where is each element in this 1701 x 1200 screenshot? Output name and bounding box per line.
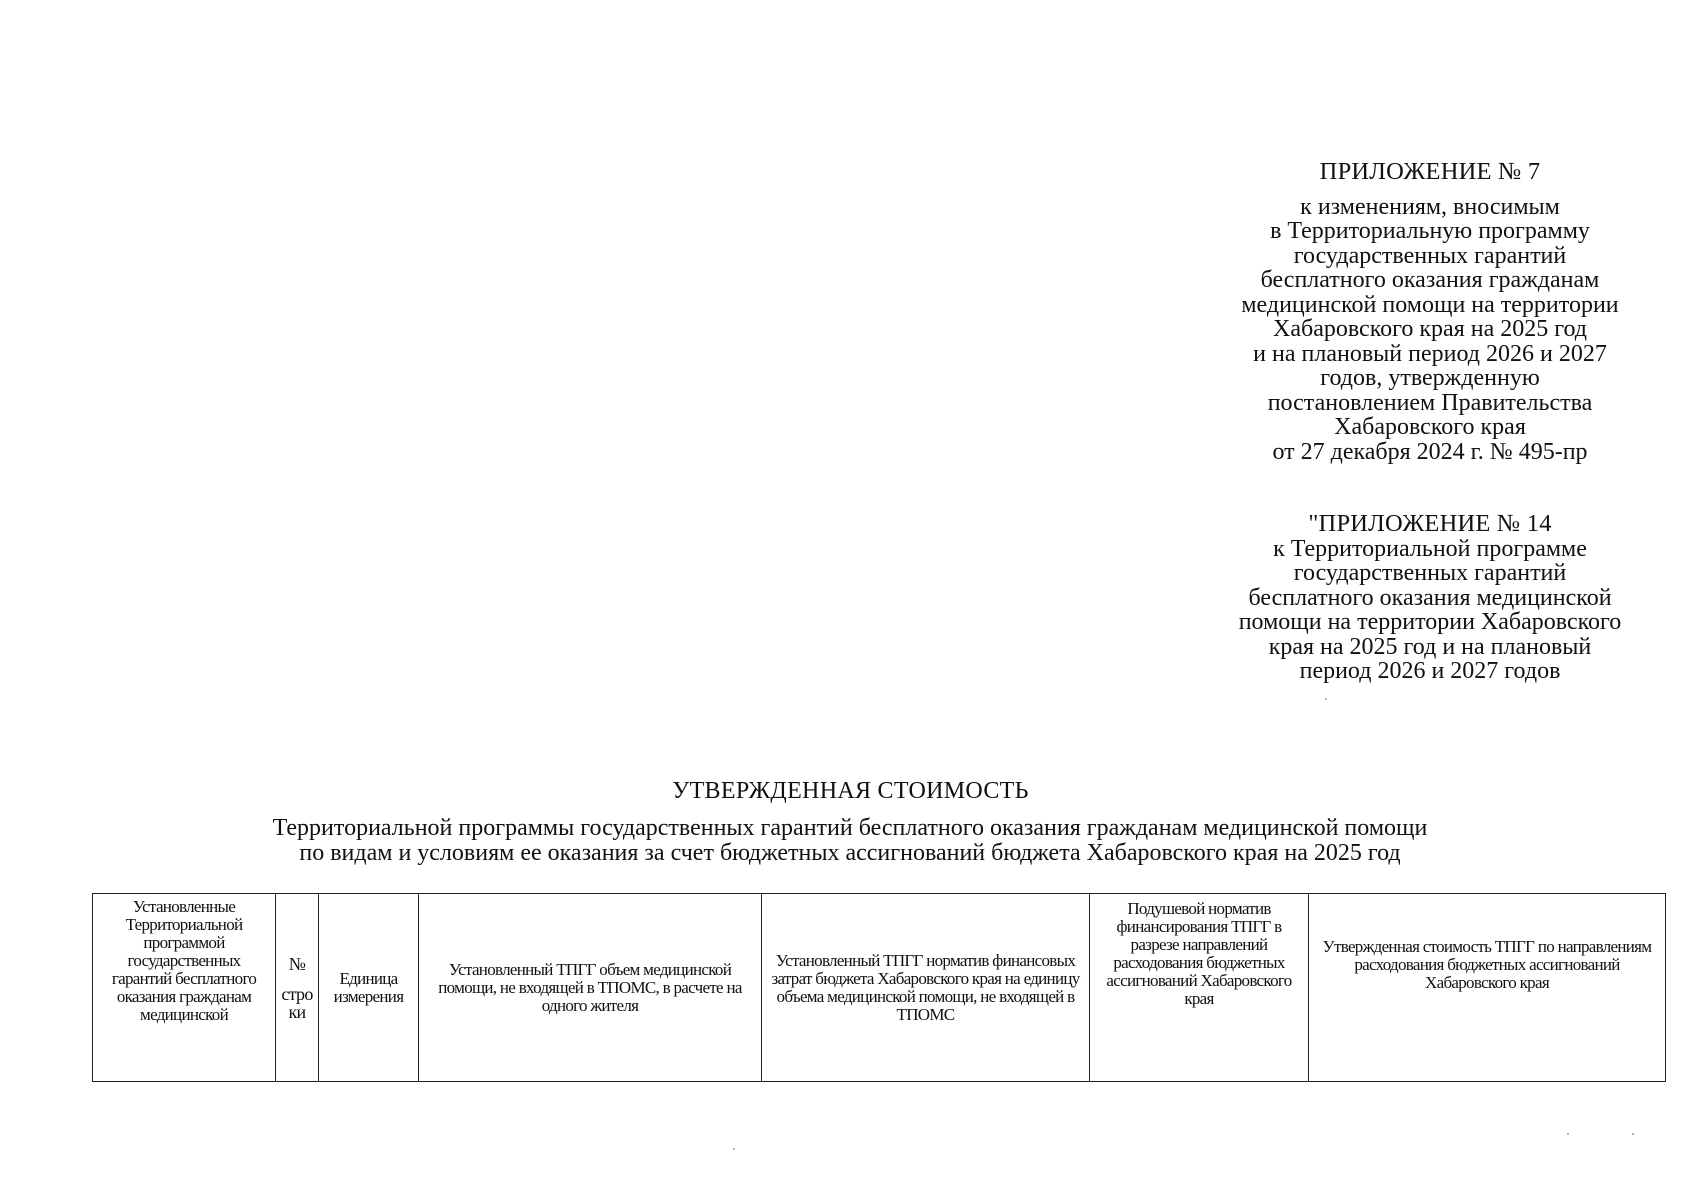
- table-header-row: [93, 894, 1666, 1082]
- appendix-14-line: государственных гарантий: [1293, 560, 1567, 586]
- appendix-7-line: бесплатного оказания гражданам: [1260, 267, 1600, 293]
- appendix-7-line: государственных гарантий: [1293, 242, 1567, 269]
- appendix-7-line: постановлением Правительства: [1267, 389, 1593, 416]
- column-header-cost-standard: Установленный ТПГГ норматив финансовых затрат бюджета Хабаровского края на единицу объема медицинской помощи, не входящей в ТПОМС: [762, 894, 1090, 1082]
- column-header-volume: Установленный ТПГГ объем медицинской помощи, не входящей в ТПОМС, в расчете на одного жителя: [419, 894, 762, 1082]
- column-header-per-capita: Подушевой норматив финансирования ТПГГ в разрезе направлений расходования бюджетных ассигнований Хабаровского края: [1090, 894, 1309, 1082]
- appendix-7-line: в Территориальную программу: [1270, 218, 1590, 244]
- appendix-7-line: к изменениям, вносимым: [1300, 193, 1560, 220]
- scan-speck: [1632, 1133, 1634, 1135]
- column-header-approved-cost: Утвержденная стоимость ТПГГ по направлениям расходования бюджетных ассигнований Хабаровского края: [1309, 894, 1666, 1082]
- cost-table: [92, 893, 1666, 1082]
- row-number-label: №: [288, 953, 306, 974]
- row-number-label: ки: [288, 1001, 306, 1022]
- appendix-7-line: Хабаровского края: [1334, 414, 1526, 440]
- appendix-7-line: годов, утвержденную: [1320, 365, 1540, 391]
- row-number-label: стро: [281, 983, 313, 1004]
- appendix-7-title: ПРИЛОЖЕНИЕ № 7: [1319, 158, 1541, 185]
- scan-speck: [1325, 698, 1327, 700]
- scan-speck: [1567, 1133, 1569, 1135]
- appendix-14-header: [1170, 512, 1690, 684]
- appendix-7-line: и на плановый период 2026 и 2027: [1253, 340, 1607, 367]
- document-subtitle-line: по видам и условиям ее оказания за счет бюджетных ассигнований бюджета Хабаровского края на 2025 год: [299, 840, 1401, 866]
- column-header-program: Установленные Территориальной программой государственных гарантий бесплатного оказания гражданам медицинской: [93, 894, 276, 1082]
- appendix-7-line: от 27 декабря 2024 г. № 495-пр: [1272, 438, 1588, 465]
- appendix-7-line: Хабаровского края на 2025 год: [1273, 316, 1587, 342]
- appendix-14-line: к Территориальной программе: [1273, 535, 1587, 562]
- document-subtitle: [150, 816, 1550, 866]
- appendix-14-line: бесплатного оказания медицинской: [1248, 584, 1612, 611]
- column-header-unit: Единица измерения: [319, 894, 419, 1082]
- document-heading: УТВЕРЖДЕННАЯ СТОИМОСТЬ: [672, 778, 1029, 804]
- appendix-7-line: медицинской помощи на территории: [1241, 291, 1619, 318]
- appendix-14-line: помощи на территории Хабаровского: [1238, 609, 1622, 635]
- appendix-14-line: период 2026 и 2027 годов: [1299, 658, 1561, 684]
- appendix-14-line: края на 2025 год и на плановый: [1268, 633, 1592, 660]
- document-subtitle-line: Территориальной программы государственных гарантий бесплатного оказания гражданам медицинской помощи: [272, 815, 1428, 841]
- appendix-14-title: "ПРИЛОЖЕНИЕ № 14: [1308, 510, 1552, 537]
- column-header-row-number: [276, 894, 319, 1082]
- appendix-7-header: [1170, 160, 1690, 464]
- scan-speck: [733, 1148, 735, 1150]
